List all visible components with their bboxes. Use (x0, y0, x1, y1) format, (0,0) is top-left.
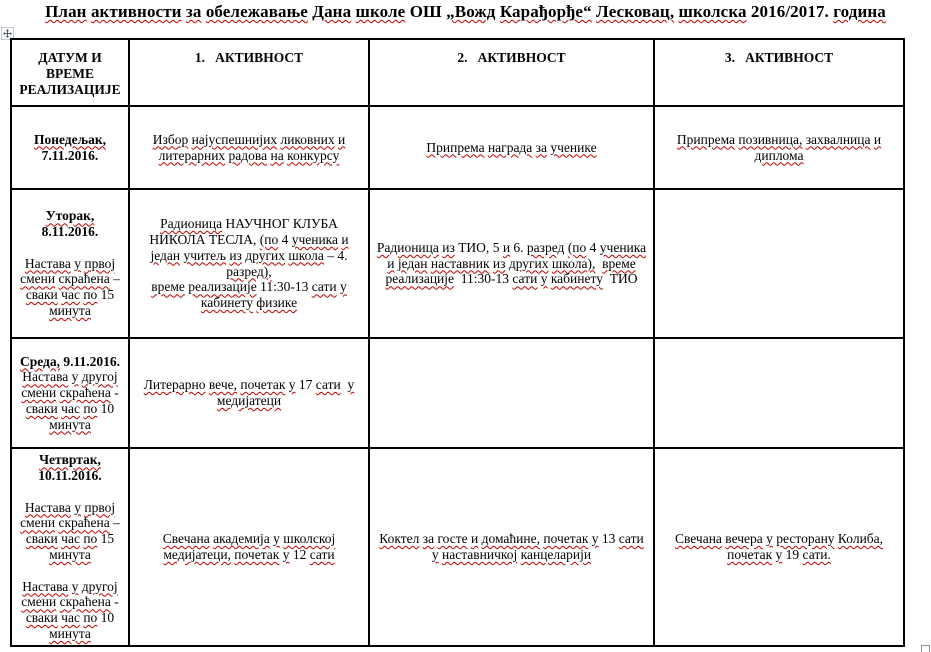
header-cell-2[interactable]: 2. АКТИВНОСТ (369, 39, 654, 106)
activity-cell-3-row-2[interactable] (654, 338, 904, 448)
schedule-notes: Настава у првој смени скраћена – сваки час по 15 минута (20, 255, 120, 318)
date-heading: Четвртак, 10.11.2016. (38, 452, 102, 484)
date-cell-row-1[interactable] (11, 189, 129, 338)
header-cell-0[interactable]: ДАТУМ И ВРЕМЕ РЕАЛИЗАЦИЈЕ (11, 39, 129, 106)
activity-cell-1-row-3[interactable]: Свечана академија у школској медијатеци, почетак у 12 сати (129, 448, 369, 646)
activity-cell-3-row-1[interactable] (654, 189, 904, 338)
date-cell-row-0[interactable] (11, 106, 129, 189)
schedule-notes: Настава у првој смени скраћена – сваки час по 15 минута Настава у другој смени скраћена - сваки час по 10 минута (20, 499, 120, 641)
page-title[interactable]: План активности за обележавање Дана школе ОШ „Вожд Карађорђе“ Лесковац, школска 2016/2017. година (45, 2, 886, 21)
date-heading: Понедељак, 7.11.2016. (33, 131, 107, 163)
activity-cell-2-row-2[interactable] (369, 338, 654, 448)
header-cell-3[interactable]: 3. АКТИВНОСТ (654, 39, 904, 106)
table-row-2 (11, 338, 904, 448)
activity-plan-table (10, 38, 905, 647)
activity-cell-2-row-0[interactable]: Припрема награда за ученике (369, 106, 654, 189)
table-row-0 (11, 106, 904, 189)
activity-cell-2-row-1[interactable]: Радионица из ТИО, 5 и 6. разред (по 4 ученика и један наставник из других школа), време реализације 11:30-13 сати у кабинету ТИО (369, 189, 654, 338)
date-cell-row-2[interactable] (11, 338, 129, 448)
table-resize-handle[interactable] (921, 645, 930, 652)
activity-cell-1-row-1[interactable]: Радионица НАУЧНОГ КЛУБА НИКОЛА ТЕСЛА, (по 4 ученика и један учитељ из других школа – 4. разред), време реализације 11:30-13 сати у кабинету физике (129, 189, 369, 338)
activity-plan-table-body (11, 39, 904, 646)
activity-cell-1-row-2[interactable]: Литерарно вече, почетак у 17 сати у медијатеци (129, 338, 369, 448)
activity-cell-3-row-3[interactable]: Свечана вечера у ресторану Колиба, почетак у 19 сати. (654, 448, 904, 646)
move-cross-icon (3, 29, 12, 38)
date-cell-row-3[interactable] (11, 448, 129, 646)
activity-cell-1-row-0[interactable]: Избор најуспешнијих ликовних и литерарних радова на конкурсу (129, 106, 369, 189)
date-heading: Среда, 9.11.2016. (19, 353, 121, 369)
activity-cell-3-row-0[interactable]: Припрема позивница, захвалница и диплома (654, 106, 904, 189)
header-cell-1[interactable]: 1. АКТИВНОСТ (129, 39, 369, 106)
table-row-1 (11, 189, 904, 338)
table-row-3 (11, 448, 904, 646)
activity-cell-2-row-3[interactable]: Коктел за госте и домаћине, почетак у 13 сати у наставничкој канцеларији (369, 448, 654, 646)
table-header-row (11, 39, 904, 106)
date-heading: Уторак, 8.11.2016. (41, 208, 99, 240)
schedule-notes: Настава у другој смени скраћена - сваки час по 10 минута (21, 369, 119, 432)
